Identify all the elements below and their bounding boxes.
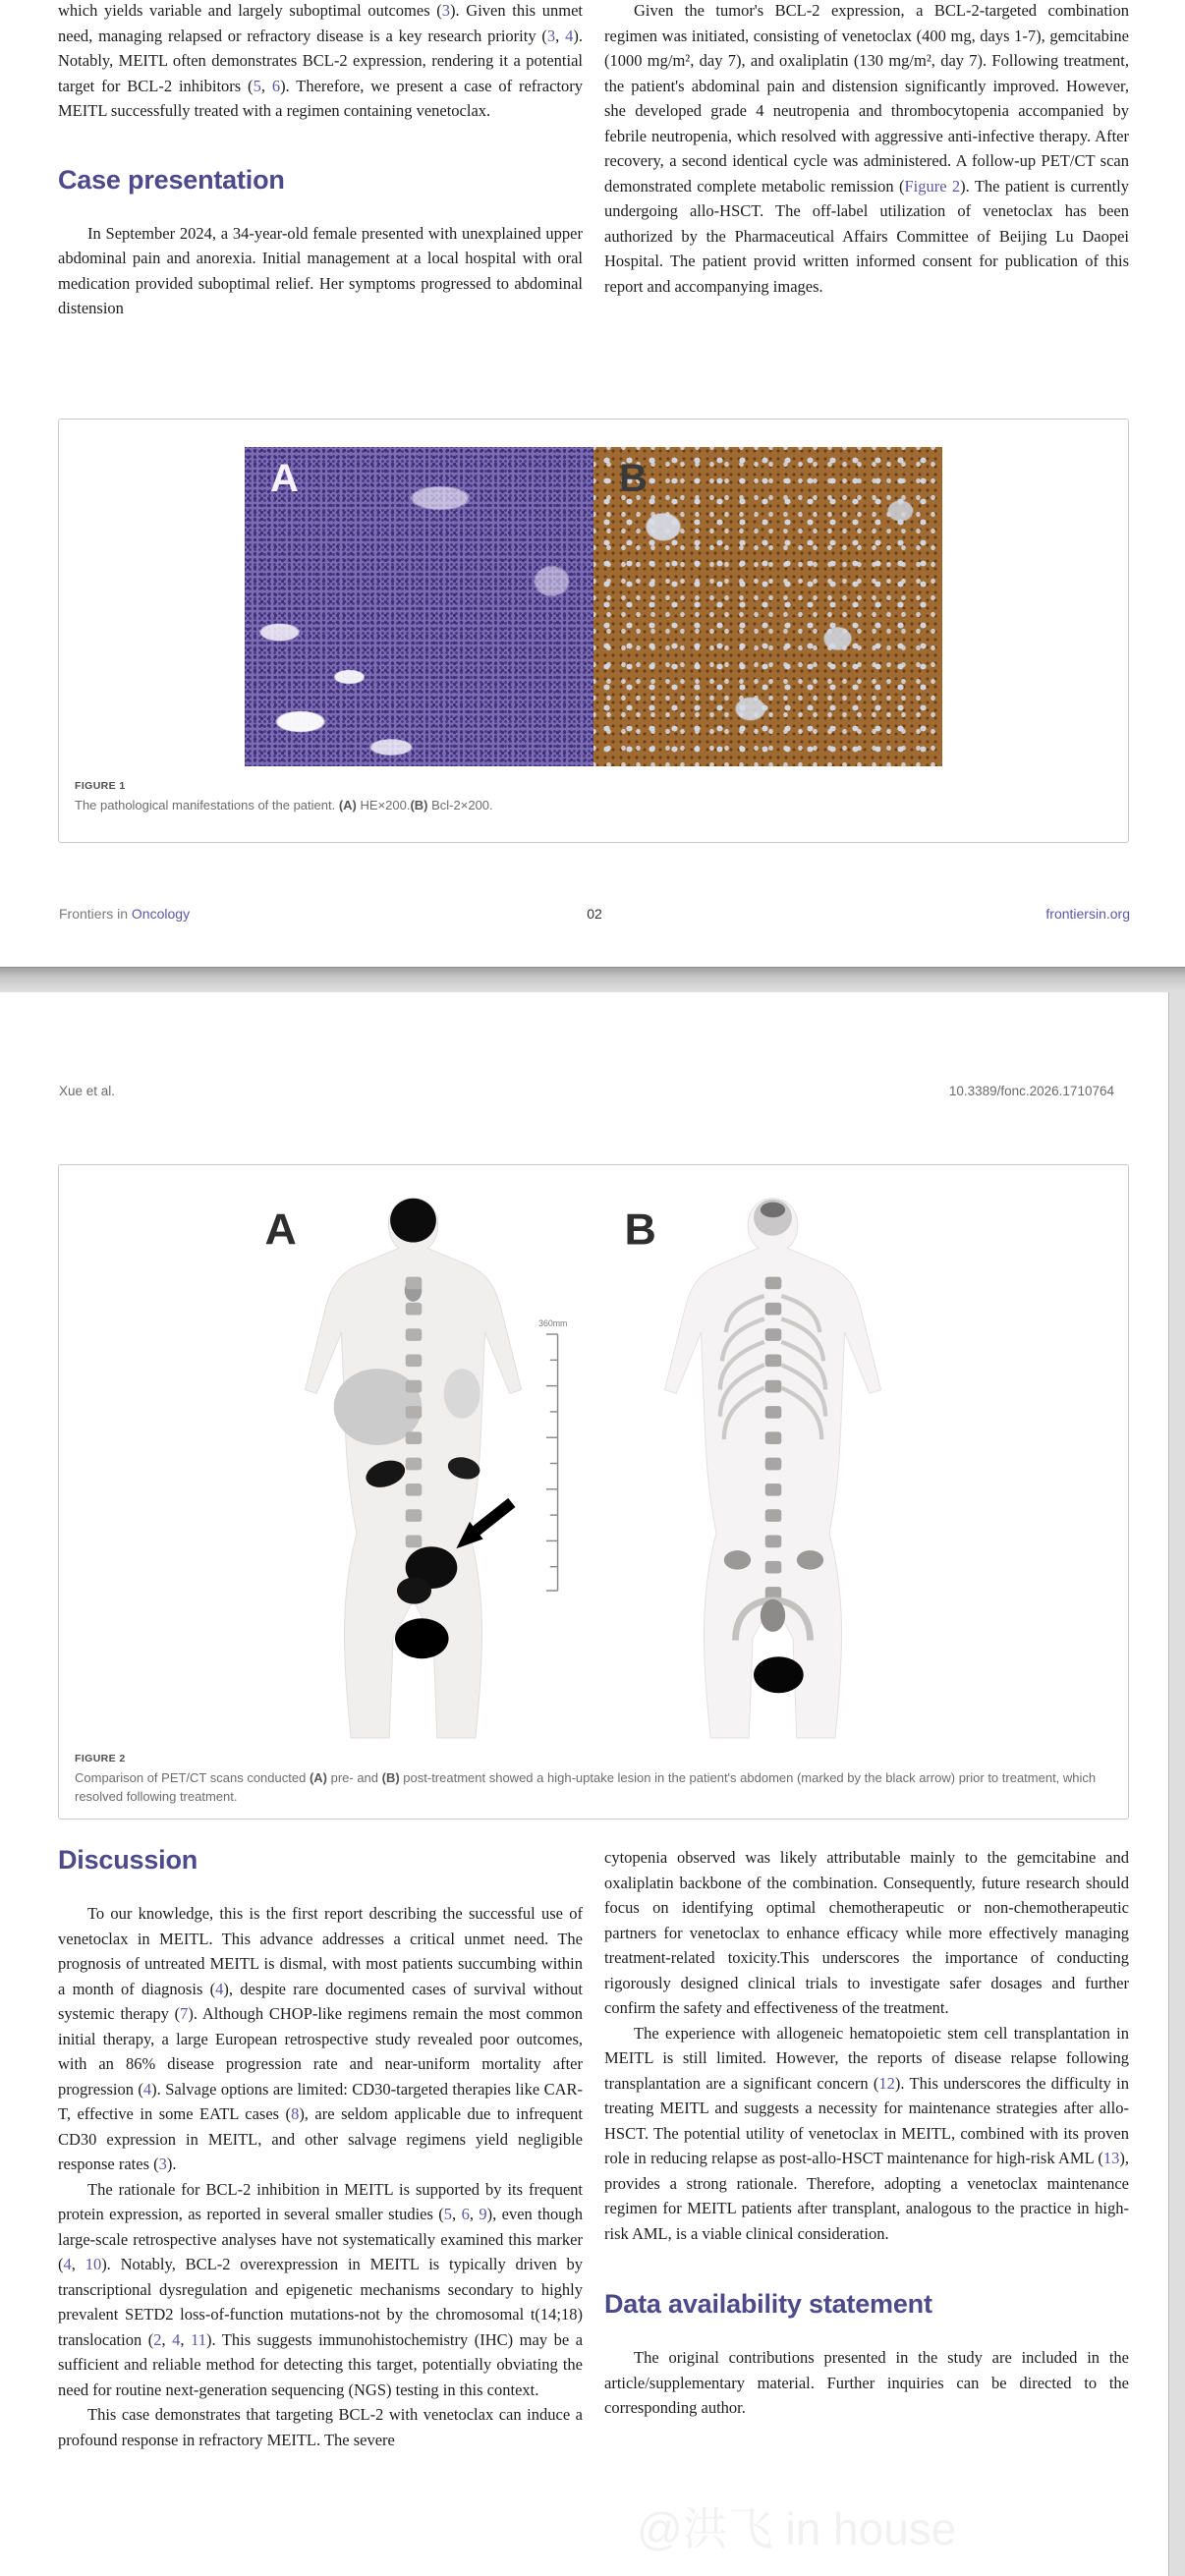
page1-right-column: [604, 0, 1129, 321]
paragraph: To our knowledge, this is the first report describing the successful use of venetoclax in MEITL. This advance addresses a critical unmet need. The prognosis of untreated MEITL is dismal, with most patients succumbing within a month of diagnosis (4), despite rare documented cases of survival without systemic therapy (7). Although CHOP-like regimens remain the most common initial therapy, a large European retrospective study revealed poor outcomes, with an 86% disease progression rate and near-uniform mortality after progression (4). Salvage options are limited: CD30-targeted therapies like CAR-T, effective in some EATL cases (8), are seldom applicable due to infrequent CD30 expression in MEITL, and other salvage regimens yield negligible response rates (3).: [58, 1904, 583, 2173]
citation-link[interactable]: 13: [1102, 2149, 1120, 2167]
paragraph: In September 2024, a 34-year-old female presented with unexplained upper abdominal pain and anorexia. Initial management at a local hospital with oral medication provided suboptimal relief. Her symptoms progressed to abdominal distension: [58, 223, 583, 317]
figure1-panel-b-image: [593, 447, 942, 766]
figure1-images: [59, 420, 1128, 766]
journal-prefix: Frontiers in: [59, 906, 129, 922]
journal-name: [59, 906, 416, 922]
citation-link[interactable]: 10: [85, 2255, 102, 2273]
paragraph: The original contributions presented in the study are included in the article/supplementary material. Further inquiries can be directed to the corresponding author.: [604, 2348, 1129, 2417]
section-heading-case-presentation: Case presentation: [58, 164, 285, 195]
citation-link[interactable]: 3: [158, 2155, 167, 2173]
doi-text: 10.3389/fonc.2026.1710764: [948, 1084, 1114, 1098]
citation-link[interactable]: 12: [878, 2073, 895, 2093]
paragraph: Given the tumor's BCL-2 expression, a BCL-2-targeted combination regimen was initiated, consisting of venetoclax (400 mg, days 1-7), gemcitabine (1000 mg/m², day 7), and oxaliplatin (130 mg/m², day 7). Following treatment, the patient's abdominal pain and distension significantly improved. However, she developed grade 4 neutropenia and thrombocytopenia accompanied by febrile neutropenia, which resolved with aggressive anti-infective therapy. After recovery, a second identical cycle was administered. A follow-up PET/CT scan demonstrated complete metabolic remission (Figure 2). The patient is currently undergoing allo-HSCT. The off-label utilization of venetoclax has been authorized by the Pharmaceutical Affairs Committee of Beijing Lu Daopei Hospital. The patient provid written informed consent for publication of this report and accompanying images.: [604, 1, 1130, 296]
citation-link[interactable]: 3: [441, 1, 451, 20]
scale-ruler: [546, 1334, 558, 1591]
citation-link[interactable]: 9: [479, 2205, 487, 2223]
page1-left-column: [58, 0, 583, 321]
bladder-uptake: [754, 1656, 804, 1693]
page1-body-columns: [58, 0, 1129, 321]
section-heading-data-availability: Data availability statement: [604, 2289, 932, 2319]
page2-left-column: [58, 1845, 583, 2452]
page-number: 02: [587, 906, 602, 922]
journal-link[interactable]: Oncology: [131, 906, 191, 922]
figure2-caption: [59, 1753, 1128, 1806]
figure2-caption-text: Comparison of PET/CT scans conducted (A) pre- and (B) post-treatment showed a high-uptake lesion in the patient's abdomen (marked by the black arrow) prior to treatment, which resolved following treatment.: [75, 1770, 1097, 1804]
figure2-images: [59, 1165, 1128, 1739]
figure2-panel-a-image: [234, 1189, 593, 1739]
figure1-label: FIGURE 1: [75, 780, 126, 792]
citation-link[interactable]: 5: [253, 76, 261, 95]
running-authors: Xue et al.: [59, 1084, 116, 1098]
section-heading-discussion: Discussion: [58, 1845, 198, 1875]
figure2-panel-b-image: [593, 1189, 953, 1739]
brain-residual: [761, 1203, 785, 1218]
ruler-label: 360mm: [538, 1318, 568, 1329]
citation-link[interactable]: 8: [291, 2104, 300, 2123]
citation-link[interactable]: 3: [546, 26, 556, 45]
panel-label-b: B: [619, 457, 648, 500]
page1-footer: [59, 906, 1130, 922]
brain-uptake: [390, 1199, 436, 1243]
citation-link[interactable]: 4: [142, 2079, 152, 2099]
figure1-caption: [59, 780, 1128, 814]
paragraph: cytopenia observed was likely attributable mainly to the gemcitabine and oxaliplatin backbone of the combination. Consequently, future research should focus on identifying optimal chemotherapeutic or non-chemotherapeutic partners for venetoclax to enhance efficacy while more effectively managing treatment-related toxicity.This underscores the importance of conducting rigorously designed clinical trials to investigate safer dosages and further confirm the safety and effectiveness of the treatment.: [604, 1848, 1129, 2017]
citation-link[interactable]: 6: [461, 2205, 470, 2223]
figure-reference-link[interactable]: Figure 2: [904, 176, 961, 196]
paragraph: The rationale for BCL-2 inhibition in MEITL is supported by its frequent protein expression, as reported in several smaller studies (5, 6, 9), even though large-scale retrospective analyses have not systematically examined this marker (4, 10). Notably, BCL-2 overexpression in MEITL is typically driven by transcriptional dysregulation and epigenetic mechanisms secondary to highly prevalent SETD2 loss-of-function mutations-not by the chromosomal t(14;18) translocation (2, 4, 11). This suggests immunohistochemistry (IHC) may be a sufficient and reliable method for detecting this target, potentially obviating the need for routine next-generation sequencing (NGS) testing in this context.: [58, 2179, 584, 2399]
figure2-box: [58, 1164, 1129, 1820]
panel-label-b: B: [624, 1204, 656, 1255]
citation-link[interactable]: 4: [565, 26, 574, 45]
paragraph: The experience with allogeneic hematopoietic stem cell transplantation in MEITL is still limited. However, the reports of disease relapse following transplantation are a significant concern (12). This underscores the difficulty in treating MEITL and suggests a necessity for maintenance strategies after allo-HSCT. The potential utility of venetoclax in MEITL, combined with its proven role in reducing relapse as post-allo-HSCT maintenance for high-risk AML (13), provides a strong rationale. Therefore, adopting a venetoclax maintenance regimen for MEITL patients after transplant, analogous to the practice in high-risk AML, is a viable clinical consideration.: [604, 2023, 1129, 2243]
figure2-label: FIGURE 2: [75, 1753, 126, 1764]
paragraph: which yields variable and largely suboptimal outcomes (3). Given this unmet need, managing relapsed or refractory disease is a key research priority (3, 4). Notably, MEITL often demonstrates BCL-2 expression, rendering it a potential target for BCL-2 inhibitors (5, 6). Therefore, we present a case of refractory MEITL successfully treated with a regimen containing venetoclax.: [58, 1, 584, 120]
citation-link[interactable]: 5: [443, 2205, 453, 2223]
citation-link[interactable]: 4: [63, 2255, 72, 2273]
page2-edge-shadow: [1168, 992, 1185, 2576]
citation-link[interactable]: 11: [191, 2329, 206, 2349]
citation-link[interactable]: 2: [153, 2329, 162, 2349]
figure1-panel-a-image: [245, 447, 593, 766]
watermark: @洪飞 in house: [637, 2503, 957, 2554]
citation-link[interactable]: 4: [215, 1979, 224, 1998]
figure1-box: [58, 419, 1129, 843]
citation-link[interactable]: 4: [172, 2329, 181, 2349]
panel-label-a: A: [264, 1204, 297, 1255]
panel-label-a: A: [270, 457, 299, 500]
spleen-shadow: [444, 1369, 480, 1419]
citation-link[interactable]: 6: [271, 76, 281, 95]
citation-link[interactable]: 7: [180, 2004, 189, 2023]
page2-right-column: [604, 1845, 1129, 2452]
page2-header: [59, 1084, 1114, 1098]
paragraph: This case demonstrates that targeting BCL-2 with venetoclax can induce a profound response in refractory MEITL. The severe: [58, 2405, 583, 2449]
page2-body-columns: [58, 1845, 1129, 2452]
page-separator: [0, 967, 1185, 993]
figure1-caption-text: The pathological manifestations of the patient. (A) HE×200.(B) Bcl-2×200.: [75, 798, 493, 812]
frontiersin-link[interactable]: frontiersin.org: [1045, 906, 1130, 922]
